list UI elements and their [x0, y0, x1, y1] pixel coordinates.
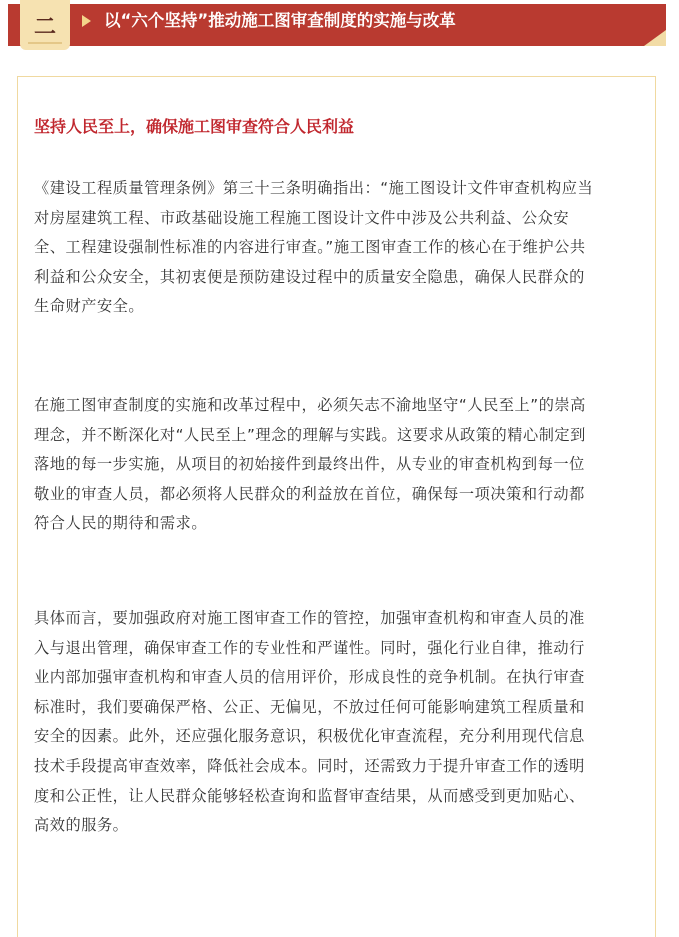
section-number-badge: 二	[20, 0, 70, 50]
paragraph-line: 具体而言，要加强政府对施工图审查工作的管控，加强审查机构和审查人员的准	[34, 609, 585, 627]
paragraph-line: 对房屋建筑工程、市政基础设施工程施工图设计文件中涉及公共利益、公众安	[34, 208, 570, 227]
paragraph-2	[34, 391, 646, 539]
subheading: 坚持人民至上，确保施工图审查符合人民利益	[34, 117, 355, 136]
paragraph-line: 落地的每一步实施，从项目的初始接件到最终出件，从专业的审查机构到每一位	[34, 455, 585, 474]
paragraph-line: 标准时，我们要确保严格、公正、无偏见，不放过任何可能影响建筑工程质量和	[34, 697, 585, 716]
paragraph-line: 技术手段提高审查效率，降低社会成本。同时，还需致力于提升审查工作的透明	[34, 756, 585, 775]
paragraph-line: 敬业的审查人员，都必须将人民群众的利益放在首位，确保每一项决策和行动都	[34, 484, 585, 503]
paragraph-1	[34, 174, 646, 322]
paragraph-line: 入与退出管理，确保审查工作的专业性和严谨性。同时，强化行业自律，推动行	[34, 638, 585, 657]
paragraph-line: 符合人民的期待和需求。	[34, 514, 208, 533]
paragraph-line: 业内部加强审查机构和审查人员的信用评价，形成良性的竞争机制。在执行审查	[34, 668, 585, 687]
article-card	[17, 76, 656, 937]
section-title: 以“六个坚持”推动施工图审查制度的实施与改革	[104, 11, 456, 30]
paragraph-line: 高效的服务。	[34, 816, 129, 835]
play-triangle-icon	[82, 15, 91, 27]
paragraph-line: 全、工程建设强制性标准的内容进行审查。”施工图审查工作的核心在于维护公共	[34, 238, 586, 257]
paragraph-line: 安全的因素。此外，还应强化服务意识，积极优化审查流程，充分利用现代信息	[34, 727, 585, 746]
paragraph-line: 《建设工程质量管理条例》第三十三条明确指出：“施工图设计文件审查机构应当	[34, 179, 594, 197]
paragraph-line: 在施工图审查制度的实施和改革过程中，必须矢志不渝地坚守“人民至上”的崇高	[34, 396, 586, 414]
paragraph-line: 理念，并不断深化对“人民至上”理念的理解与实践。这要求从政策的精心制定到	[34, 425, 586, 444]
paragraph-3	[34, 604, 646, 841]
header-corner-decoration	[644, 30, 666, 46]
paragraph-line: 生命财产安全。	[34, 297, 145, 316]
paragraph-line: 利益和公众安全，其初衷便是预防建设过程中的质量安全隐患，确保人民群众的	[34, 267, 585, 286]
paragraph-line: 度和公正性，让人民群众能够轻松查询和监督审查结果，从而感受到更加贴心、	[34, 786, 585, 805]
